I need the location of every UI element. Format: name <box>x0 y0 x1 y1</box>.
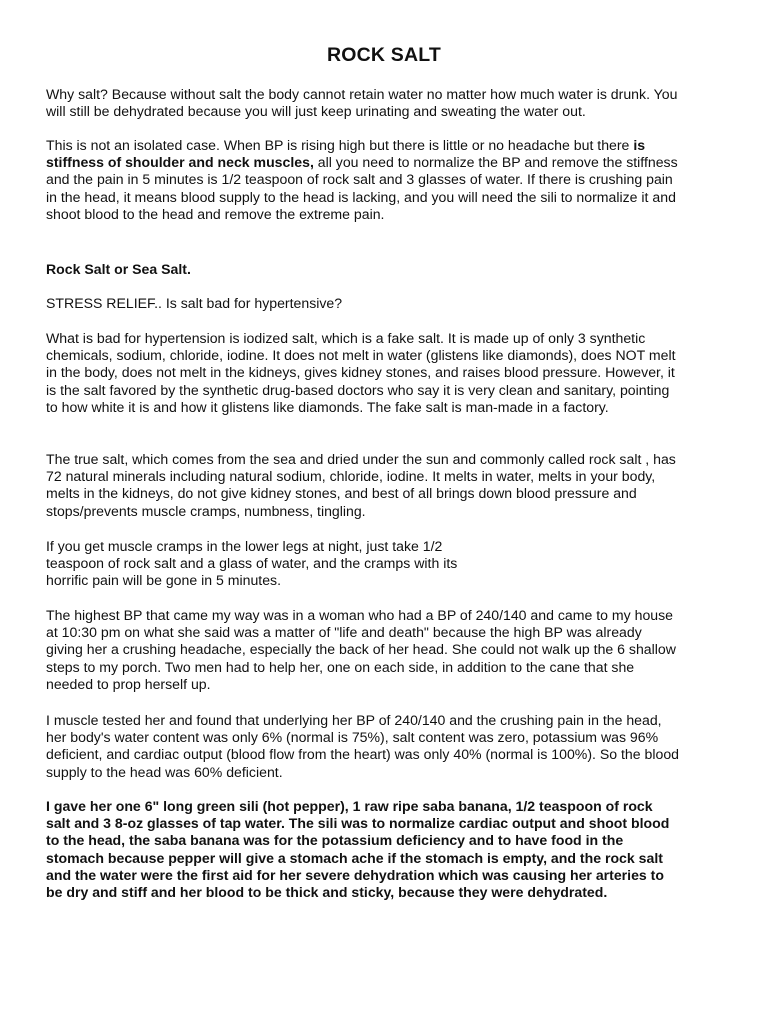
text-line: in the head, it means blood supply to the head is lacking, and you will need the sili to normalize it and <box>46 188 676 205</box>
text-line: and the water were the first aid for her severe dehydration which was causing her arteries to <box>46 866 664 883</box>
text-line: will still be dehydrated because you will just keep urinating and sweating the water out. <box>46 103 586 120</box>
text-line: melts in the kidneys, do not give kidney stones, and best of all brings down blood pressure and <box>46 485 637 502</box>
text-line: and the pain in 5 minutes is 1/2 teaspoon of rock salt and 3 glasses of water. If there is crushing pain <box>46 171 673 188</box>
text-line: to the head, the saba banana was for the potassium deficiency and to have food in the <box>46 832 624 849</box>
text-line: needed to prop herself up. <box>46 675 211 692</box>
text-line: I muscle tested her and found that underlying her BP of 240/140 and the crushing pain in the head, <box>46 712 662 728</box>
text-segment: This is not an isolated case. When BP is rising high but there is little or no headache but there <box>46 137 630 153</box>
page-title: ROCK SALT <box>326 44 442 66</box>
text-line: salt and 3 8-oz glasses of tap water. The sili was to normalize cardiac output and shoot blood <box>46 815 670 832</box>
text-line: shoot blood to the head and remove the extreme pain. <box>46 205 385 222</box>
paragraph-treatment <box>46 798 726 901</box>
text-line: The true salt, which comes from the sea and dried under the sun and commonly called rock salt , has <box>46 451 676 467</box>
paragraph-why-salt <box>46 86 726 120</box>
text-line <box>46 137 726 154</box>
text-segment: all you need to normalize the BP and remove the stiffness <box>313 154 678 171</box>
paragraph-true-salt <box>46 451 726 520</box>
text-line <box>46 154 726 171</box>
text-line: to how white it is and how it glistens like diamonds. The fake salt is man-made in a factory. <box>46 398 609 415</box>
text-line: be dry and stiff and her blood to be thick and sticky, because they were dehydrated. <box>46 884 608 901</box>
text-line: giving her a crushing headache, especially the back of her head. She could not walk up the 6 shallow <box>46 641 676 658</box>
text-line: chemicals, sodium, chloride, iodine. It does not melt in water (glistens like diamonds), does NOT melt <box>46 347 676 364</box>
text-line: What is bad for hypertension is iodized salt, which is a fake salt. It is made up of only 3 synthetic <box>46 330 646 346</box>
text-line: at 10:30 pm on what she said was a matter of "life and death" because the high BP was already <box>46 624 642 641</box>
text-line: in the body, does not melt in the kidneys, gives kidney stones, and raises blood pressure. However, it <box>46 364 675 381</box>
text-line: stomach because pepper will give a stomach ache if the stomach is empty, and the rock salt <box>46 849 663 866</box>
text-line: steps to my porch. Two men had to help her, one on each side, in addition to the cane that she <box>46 658 635 675</box>
text-line: her body's water content was only 6% (normal is 75%), salt content was zero, potassium was 96% <box>46 729 659 746</box>
bold-text-segment: stiffness of shoulder and neck muscles, <box>46 154 314 171</box>
text-line: I gave her one 6" long green sili (hot pepper), 1 raw ripe saba banana, 1/2 teaspoon of rock <box>46 798 653 814</box>
text-line: horrific pain will be gone in 5 minutes. <box>46 572 282 589</box>
text-line: 72 natural minerals including natural sodium, chloride, iodine. It melts in water, melts in your body, <box>46 468 656 485</box>
paragraph-muscle-tested <box>46 712 726 781</box>
text-line: If you get muscle cramps in the lower legs at night, just take 1/2 <box>46 538 443 554</box>
stress-relief-line: STRESS RELIEF.. Is salt bad for hypertensive? <box>46 295 343 311</box>
text-line: stops/prevents muscle cramps, numbness, tingling. <box>46 502 366 519</box>
text-line: is the salt favored by the synthetic drug-based doctors who say it is very clean and sanitary, pointing <box>46 381 670 398</box>
text-line: The highest BP that came my way was in a woman who had a BP of 240/140 and came to my house <box>46 607 674 623</box>
paragraph-iodized-salt <box>46 330 726 416</box>
section-heading: Rock Salt or Sea Salt. <box>46 261 191 277</box>
paragraph-muscle-cramps <box>46 538 726 590</box>
text-line: deficient, and cardiac output (blood flow from the heart) was only 40% (normal is 100%). So the blood <box>46 746 679 763</box>
bold-text-segment: is <box>633 137 646 153</box>
paragraph-isolated-case <box>46 137 726 223</box>
text-line: teaspoon of rock salt and a glass of water, and the cramps with its <box>46 555 458 572</box>
text-line: Why salt? Because without salt the body cannot retain water no matter how much water is drunk. You <box>46 86 678 102</box>
paragraph-highest-bp <box>46 607 726 693</box>
text-line: supply to the head was 60% deficient. <box>46 763 283 780</box>
